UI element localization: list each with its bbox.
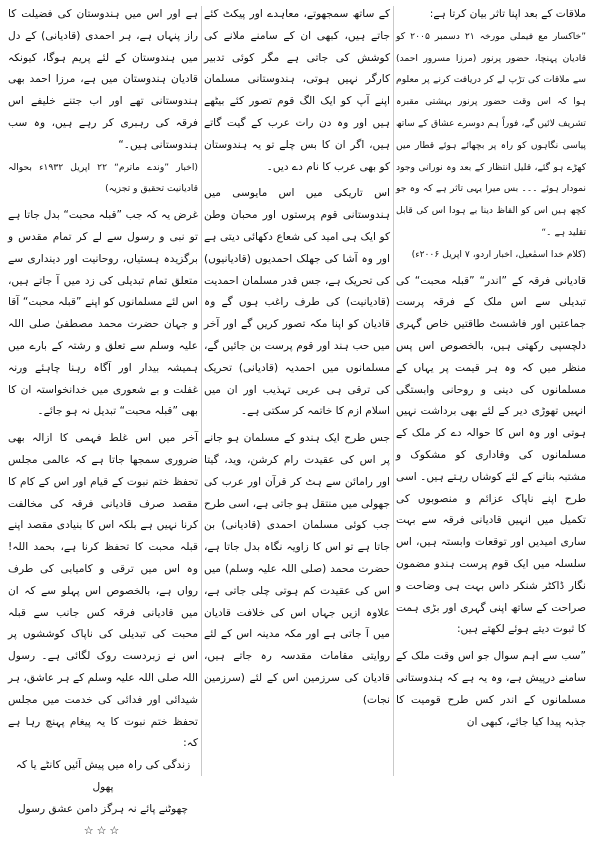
source-citation: (اخبار ”وندے ماترم“ ۲۲ اپریل ۱۹۳۲ء بحوالہ قادیانیت تحقیق و تجزیہ) bbox=[8, 161, 198, 195]
column-divider bbox=[393, 6, 394, 776]
poetry-verse: چھوٹنے پائے نہ ہرگز دامن عشق رسول bbox=[17, 802, 189, 815]
paragraph: قادیانی فرقہ کے ”اندر“ ”قبلہ محبت“ کی تبدیلی سے اس ملک کے فرقہ پرست جماعتیں اور فاشسٹ طاقتیں خاص گہری دلچسپی رکھتی ہیں، بالخصوص اس پس منظر میں کہ وہ ہر قیمت پر یہاں کے مسلمانوں کی دینی و روحانی وابستگی انہیں تھوڑی دیر کے لئے بھی برداشت نہیں ہوتی اور وہ اس کا حوالہ دے کر ملک کے مسلمانوں کی وفاداری کو مشکوک و مشتبہ بنانے کے لئے کوشاں رہتے ہیں۔ اسی طرح اپنے ناپاک عزائم و منصوبوں کی تکمیل میں انہیں قادیانی فرقہ سے بہت ساری امیدیں اور توقعات وابستہ ہیں، اس سلسلہ میں ایک قوم پرست ہندو مضمون نگار ڈاکٹر شنکر داس بہت ہی وضاحت و صراحت کے ساتھ اپنی گہری اور بڑی ہمت کا ثبوت دیتے ہوئے لکھتے ہیں: bbox=[396, 274, 586, 636]
paragraph: کے ساتھ سمجھوتے، معاہدے اور پیکٹ کئے جاتے ہیں، کبھی ان کے سامنے ملانے کی کوشش کی جاتی ہے مگر کوئی تدبیر کارگر نہیں ہوتی، ہندوستانی مسلمان اپنے آپ کو ایک الگ قوم تصور کئے بیٹھے ہیں اور وہ دن رات عرب کے گیت گاتے ہیں، اگر ان کا بس چلے تو یہ ہندوستان کو بھی عرب کا نام دے دیں۔ bbox=[204, 8, 390, 173]
paragraph: جس طرح ایک ہندو کے مسلمان ہو جانے پر اس کی عقیدت رام کرشن، وید، گیتا اور رامائن سے ہٹ کر قرآن اور عرب کی جھولی میں منتقل ہو جاتی ہے، اسی طرح جب کوئی مسلمان احمدی (قادیانی) بن جاتا ہے تو اس کا زاویہ نگاہ بدل جاتا ہے، حضرت محمد (صلی اللہ علیہ وسلم) میں اس کی عقیدت کم ہوتی چلی جاتی ہے، علاوہ ازیں جہاں اس کی خلافت قادیان میں آ جاتی ہے اور مکہ مدینہ اس کے لئے روایتی مقامات مقدسہ رہ جاتے ہیں، قادیان کی سرزمین اس کے لئے (سرزمین نجات) bbox=[204, 432, 390, 706]
paragraph: آخر میں اس غلط فہمی کا ازالہ بھی ضروری سمجھا جاتا ہے کہ عالمی مجلس تحفظ ختم نبوت کے قیام اور اس کے کام کا مقصد صرف قادیانی فرقہ کی مخالفت کرنا نہیں ہے بلکہ اس کا بنیادی مقصد اپنے قبلہ محبت کا تحفظ کرنا ہے، بحمد اللہ! وہ اس میں ترقی و کامیابی کی طرف رواں ہے، بالخصوص اس پہلو سے کہ ان میں قادیانی فرقہ کس جانب سے قبلہ محبت کی تبدیلی کی ناپاک کوششوں پر اس نے زبردست روک لگائی ہے۔ رسول اللہ صلی اللہ علیہ وسلم کے ہر عاشق، ہر شیدائی اور فدائی کی خدمت میں مجلس تحفظ ختم نبوت کا یہ پیغام پہنچ رہا ہے کہ: bbox=[8, 432, 198, 750]
paragraph: ملاقات کے بعد اپنا تاثر بیان کرتا ہے: bbox=[429, 8, 586, 20]
paragraph: غرض یہ کہ جب ”قبلہ محبت“ بدل جاتا ہے تو نبی و رسول سے لے کر تمام مقدس و برگزیدہ ہستیاں، روحانیت اور دینداری سے متعلق تمام تبدیلی کی زد میں آ جاتے ہیں، اس لئے مسلمانوں کو اپنے ”قبلہ محبت“ آقا و جہان حضرت محمد مصطفیٰ صلی اللہ علیہ وسلم سے تعلق و رشتہ کے بارے میں ہمیشہ بیدار اور آگاہ رہنا چاہئے ورنہ غفلت و بے شعوری میں خدانخواستہ ان کا بھی ”قبلہ محبت“ تبدیل نہ ہو جائے۔ bbox=[8, 209, 198, 418]
column-right bbox=[396, 4, 586, 780]
column-middle bbox=[204, 4, 390, 780]
paragraph: اس تاریکی میں اس مایوسی میں ہندوستانی قوم پرستوں اور محبان وطن کو ایک ہی امید کی شعاع دکھائی دیتی ہے اور وہ آشا کی جھلک احمدیوں (قادیانیوں) کی تحریک ہے، جس قدر مسلمان احمدیت (قادیانیت) کی طرف راغب ہوں گے وہ قادیان کو اپنا مکہ تصور کریں گے اور آخر میں حب ہند اور قوم پرست بن جائیں گے، مسلمانوں میں احمدیہ (قادیانی) تحریک کی ترقی ہی عربی تہذیب اور ان میں اسلام ازم کا خاتمہ کر سکتی ہے۔ bbox=[204, 187, 390, 418]
source-citation: (کلام خدا اسمٰعیل، اخبار اردو، ۷ اپریل ۲۰۰۶ء) bbox=[411, 248, 586, 260]
column-divider bbox=[201, 6, 202, 776]
paragraph: ہے اور اس میں ہندوستان کی فضیلت کا راز پنہاں ہے، ہر احمدی (قادیانی) کے دل میں ہندوستان کے لئے پریم ہوگا، کیونکہ قادیان ہندوستان میں ہے، مرزا احمد بھی ہندوستانی تھے اور اب جتنے خلیفے اس فرقہ کی رہبری کر رہے ہیں، وہ سب ہندوستانی ہیں۔“ bbox=[8, 8, 198, 151]
source-citation: ”خاکسار مع فیملی مورخہ ۲۱ دسمبر ۲۰۰۵ کو قادیان پہنچا، حضور پرنور (مرزا مسرور احمد) سے ملاقات کی تڑپ لے کر دریافت کرنے پر معلوم ہوا کہ اس وقت حضور پرنور بہشتی مقبرہ تشریف لائیں گے، فوراً ہم دوسرے عشاق کے ساتھ پیاسی نگاہوں کو راہ پر بچھائے ہوئے قطار میں کھڑے ہو گئے، قلیل انتظار کے بعد وہ نورانی وجود نمودار ہوئے ۔۔۔ بس میرا یہی تاثر ہے کہ وہ جو کچھ ہیں اس کو الفاظ دینا بے ہودا اس کی قابل تقلید ہے ۔“ bbox=[396, 30, 586, 238]
poetry-verse: زندگی کی راہ میں پیش آئیں کانٹے یا کہ پھول bbox=[15, 759, 191, 793]
column-left bbox=[8, 4, 198, 838]
paragraph: ”سب سے اہم سوال جو اس وقت ملک کے سامنے درپیش ہے، وہ یہ ہے کہ ہندوستانی مسلمانوں کے اندر کس طرح قومیت کا جذبہ پیدا کیا جائے، کبھی ان bbox=[396, 650, 586, 728]
end-stars: ☆☆☆ bbox=[83, 824, 123, 838]
